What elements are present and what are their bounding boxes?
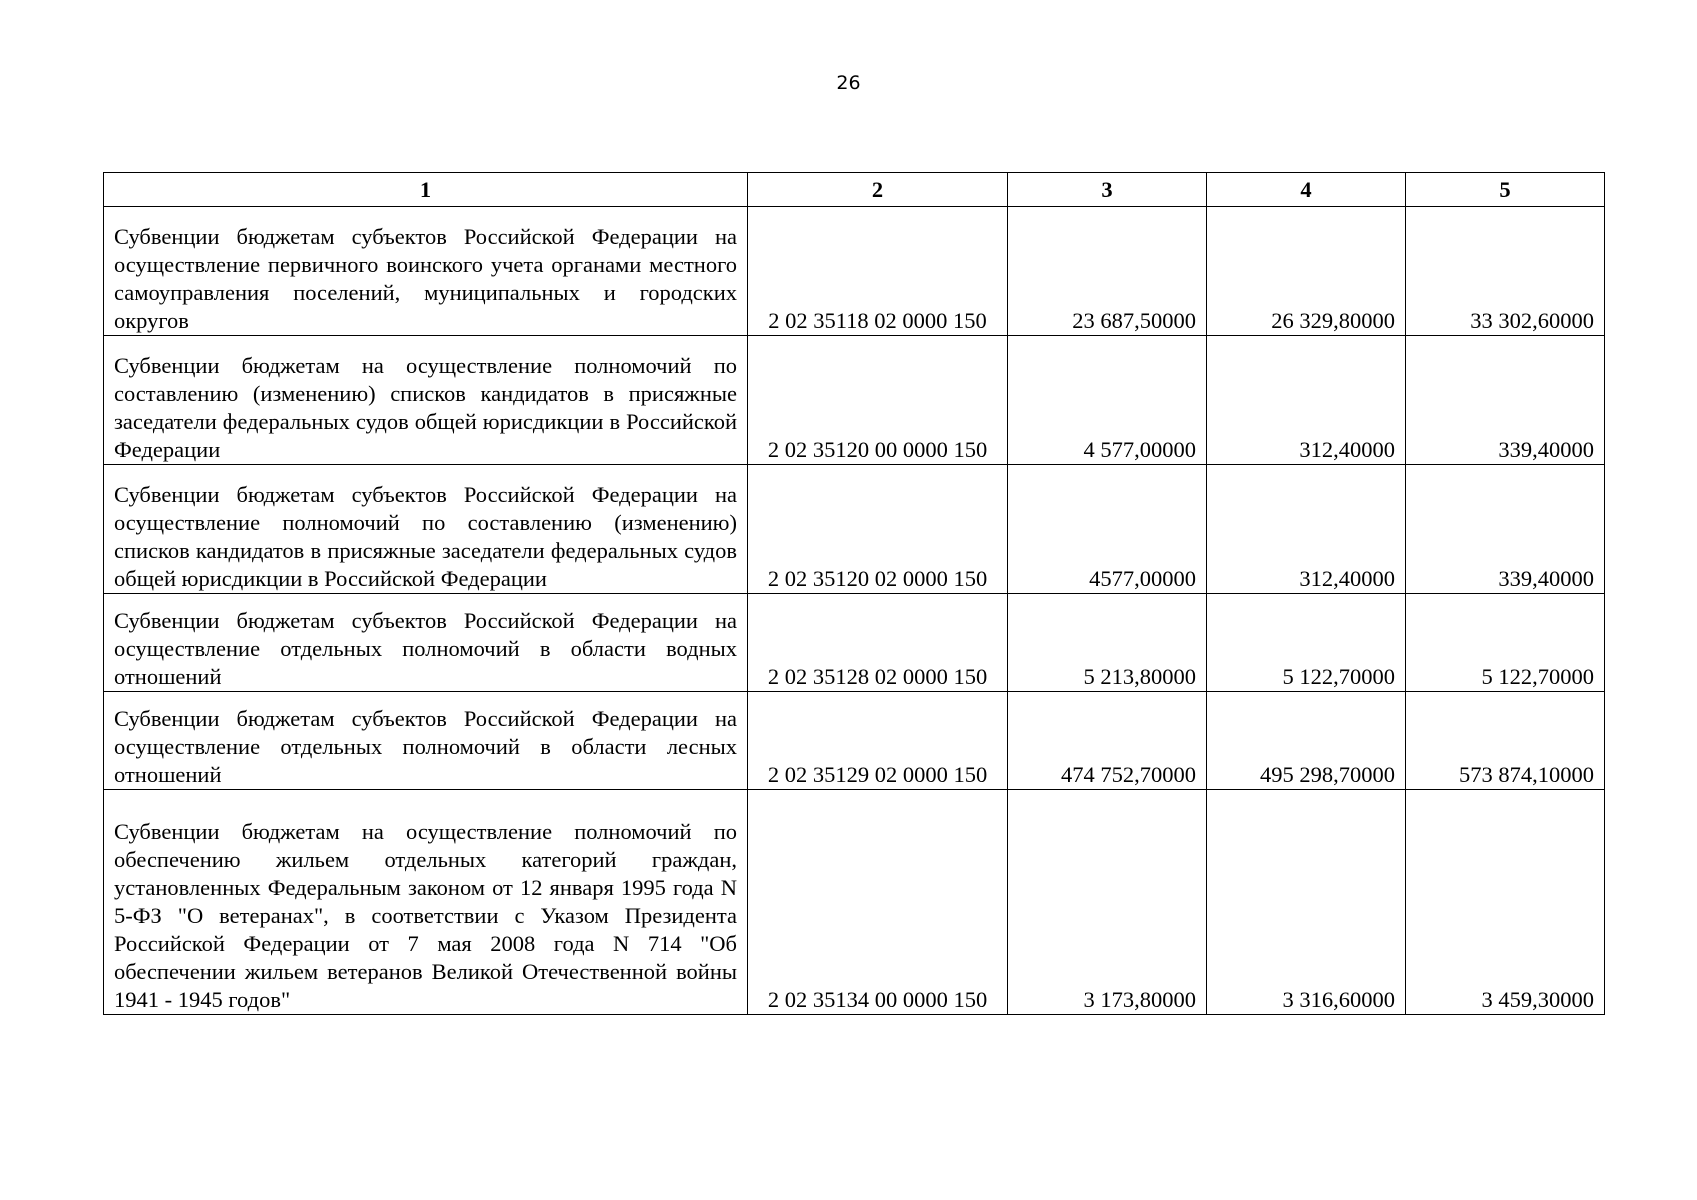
row-budget-code: 2 02 35120 02 0000 150 — [748, 465, 1008, 594]
row-budget-code: 2 02 35120 00 0000 150 — [748, 336, 1008, 465]
row-amount-col5: 33 302,60000 — [1406, 207, 1605, 336]
row-amount-col3: 4 577,00000 — [1008, 336, 1207, 465]
column-header-1: 1 — [104, 173, 748, 207]
row-amount-col3: 23 687,50000 — [1008, 207, 1207, 336]
row-description: Субвенции бюджетам субъектов Российской Федерации на осуществление полномочий по составлению (изменению) списков кандидатов в присяжные заседатели федеральных судов общей юрисдикции в Российской Федерации — [104, 465, 748, 594]
row-budget-code: 2 02 35128 02 0000 150 — [748, 594, 1008, 692]
column-header-2: 2 — [748, 173, 1008, 207]
table-row — [104, 207, 1605, 336]
row-budget-code: 2 02 35134 00 0000 150 — [748, 790, 1008, 1015]
row-amount-col4: 495 298,70000 — [1207, 692, 1406, 790]
budget-table — [103, 172, 1605, 1015]
table-row — [104, 465, 1605, 594]
row-amount-col5: 339,40000 — [1406, 336, 1605, 465]
table-row — [104, 692, 1605, 790]
row-amount-col4: 312,40000 — [1207, 336, 1406, 465]
row-description: Субвенции бюджетам субъектов Российской Федерации на осуществление отдельных полномочий в области водных отношений — [104, 594, 748, 692]
row-amount-col3: 5 213,80000 — [1008, 594, 1207, 692]
table-header-row — [104, 173, 1605, 207]
row-amount-col4: 3 316,60000 — [1207, 790, 1406, 1015]
column-header-5: 5 — [1406, 173, 1605, 207]
column-header-4: 4 — [1207, 173, 1406, 207]
row-amount-col5: 339,40000 — [1406, 465, 1605, 594]
table-row — [104, 594, 1605, 692]
row-budget-code: 2 02 35118 02 0000 150 — [748, 207, 1008, 336]
row-description: Субвенции бюджетам на осуществление полномочий по обеспечению жильем отдельных категорий граждан, установленных Федеральным законом от 12 января 1995 года N 5-ФЗ "О ветеранах", в соответствии с Указом Президента Российской Федерации от 7 мая 2008 года N 714 "Об обеспечении жильем ветеранов Великой Отечественной войны 1941 - 1945 годов" — [104, 790, 748, 1015]
column-header-3: 3 — [1008, 173, 1207, 207]
row-amount-col5: 573 874,10000 — [1406, 692, 1605, 790]
row-budget-code: 2 02 35129 02 0000 150 — [748, 692, 1008, 790]
row-amount-col4: 5 122,70000 — [1207, 594, 1406, 692]
row-amount-col4: 26 329,80000 — [1207, 207, 1406, 336]
page-number: 26 — [836, 72, 861, 94]
table-row — [104, 336, 1605, 465]
row-description: Субвенции бюджетам субъектов Российской Федерации на осуществление отдельных полномочий в области лесных отношений — [104, 692, 748, 790]
row-amount-col5: 5 122,70000 — [1406, 594, 1605, 692]
table-row — [104, 790, 1605, 1015]
row-amount-col5: 3 459,30000 — [1406, 790, 1605, 1015]
row-description: Субвенции бюджетам на осуществление полномочий по составлению (изменению) списков кандидатов в присяжные заседатели федеральных судов общей юрисдикции в Российской Федерации — [104, 336, 748, 465]
row-amount-col3: 4577,00000 — [1008, 465, 1207, 594]
row-amount-col3: 3 173,80000 — [1008, 790, 1207, 1015]
row-amount-col4: 312,40000 — [1207, 465, 1406, 594]
row-description: Субвенции бюджетам субъектов Российской Федерации на осуществление первичного воинского учета органами местного самоуправления поселений, муниципальных и городских округов — [104, 207, 748, 336]
row-amount-col3: 474 752,70000 — [1008, 692, 1207, 790]
